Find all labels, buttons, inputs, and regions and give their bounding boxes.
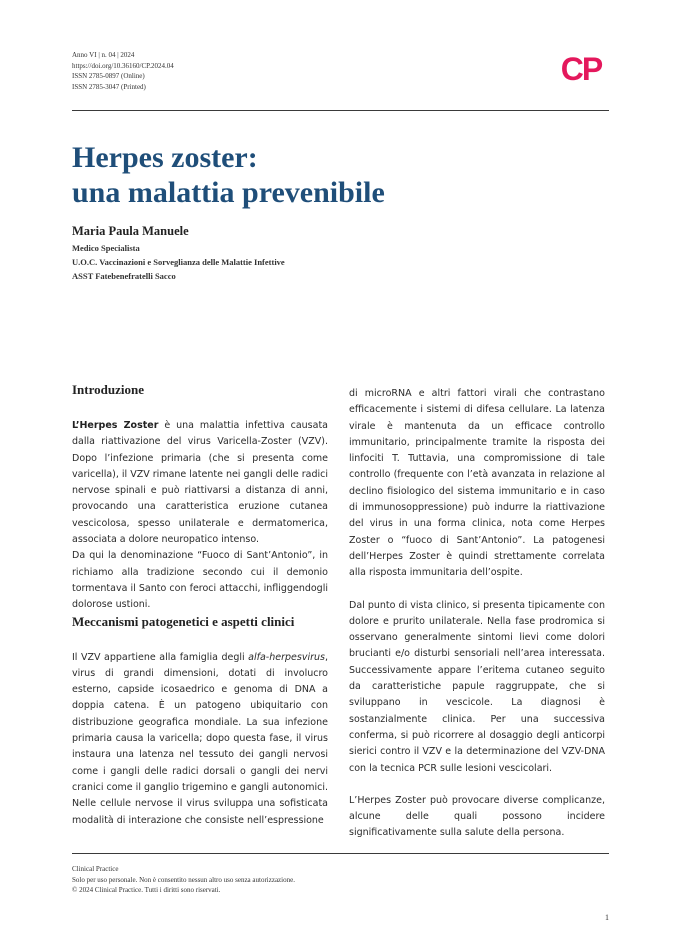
mechanisms-paragraph — [72, 650, 328, 829]
mech-text-b: , virus di grandi dimensioni, dotati di involucro esterno, capside icosaedrico e genoma di DNA a doppia catena. È un patogeno ubiquitario con distribuzione geografica mondiale. La sua infezione primaria causa la varicella; dopo questa fase, il virus instaura una latenza nel tessuto dei gangli nervosi come i gangli delle radici dorsali o gangli dei nervi cranici come il ganglio trigemino e gangli autonomici. Nelle cellule nervose il virus sviluppa una sofisticata modalità di interazione che consiste nell’espressione — [72, 651, 328, 826]
intro-lead: L’Herpes Zoster — [72, 420, 159, 431]
author-affiliation — [72, 241, 285, 283]
section-heading-mechanisms: Meccanismi patogenetici e aspetti clinici — [72, 613, 295, 629]
complications-paragraph: L’Herpes Zoster può provocare diverse complicanze, alcune delle quali possono incidere significativamente sulla salute della persona. — [349, 794, 605, 839]
section-heading-intro: Introduzione — [72, 382, 144, 397]
affiliation-role: Medico Specialista — [72, 243, 140, 253]
clinical-paragraph: Dal punto di vista clinico, si presenta tipicamente con dolore e prurito unilaterale. Nella fase prodromica si osservano generalmente sintomi lievi come dolori brucianti e/o disturbi sensoriali nell’area interessata. Successivamente appare l’eritema cutaneo seguito da caratteristiche papule raggruppate, che si sviluppano in vescicole. La diagnosi è sostanzialmente clinica. Per una successiva conferma, si può ricorrere al dosaggio degli anticorpi sierici contro il VZV e la determinazione del VZV-DNA con la tecnica PCR sulle lesioni vescicolari. — [349, 599, 605, 774]
footer-notice: Solo per uso personale. Non è consentito nessun altro uso senza autorizzazione. — [72, 875, 295, 884]
footer-journal: Clinical Practice — [72, 865, 119, 873]
footer-copyright: © 2024 Clinical Practice. Tutti i diritti sono riservati. — [72, 886, 221, 894]
header-divider — [72, 110, 609, 111]
title-line-1: Herpes zoster: — [72, 141, 258, 174]
mech-text-italic: alfa-herpesvirus — [248, 651, 325, 663]
journal-logo — [553, 50, 609, 86]
title-line-2: una malattia prevenibile — [72, 176, 385, 209]
issue-info: Anno VI | n. 04 | 2024 — [72, 51, 135, 59]
affiliation-unit: U.O.C. Vaccinazioni e Sorveglianza delle Malattie Infettive — [72, 257, 285, 267]
footer-divider — [72, 853, 609, 854]
page-number: 1 — [605, 913, 609, 922]
intro-paragraph-2: Da qui la denominazione “Fuoco di Sant’Antonio”, in richiamo alla tradizione secondo cui il demonio tormentava il Santo con feroci attacchi, infliggendogli dolorose ustioni. — [72, 550, 328, 611]
issn-print: ISSN 2785-3047 (Printed) — [72, 82, 146, 91]
issn-online: ISSN 2785-0897 (Online) — [72, 72, 145, 80]
logo-text: CP — [560, 51, 602, 86]
intro-text-1: è una malattia infettiva causata dalla riattivazione del virus Varicella-Zoster (VZV). Dopo l’infezione primaria (che si presenta come varicella), il VZV rimane latente nei gangli delle radici nervose spinali e può riattivarsi a distanza di anni, provocando una caratteristica eruzione cutanea vescicolosa, spesso unilaterale e dermatomerica, associata a dolore neuropatico intenso. — [72, 420, 328, 546]
left-column — [72, 382, 328, 829]
mech-text-a: Il VZV appartiene alla famiglia degli — [72, 651, 249, 663]
doi-link[interactable]: https://doi.org/10.36160/CP.2024.04 — [72, 61, 174, 70]
mechanisms-continued — [349, 386, 605, 582]
mech-text-continued: di microRNA e altri fattori virali che contrastano efficacemente i sistemi di difesa cellulare. La latenza virale è mantenuta da un efficace controllo immunitario, principalmente tramite la risposta dei linfociti T. Tuttavia, una compromissione di tale controllo (frequente con l’età avanzata in relazione al declino fisiologico del sistema immunitario e in caso di immunosoppressione) può indurre la riattivazione del virus in una forma clinica, nota come Herpes Zoster o “fuoco di Sant’Antonio”. La patogenesi dell’Herpes Zoster è quindi strettamente correlata alla risposta immunitaria dell’ospite. — [349, 388, 605, 579]
article-title — [72, 140, 385, 210]
intro-paragraph-1 — [72, 418, 328, 548]
journal-meta — [72, 50, 174, 92]
page-footer — [72, 864, 295, 896]
affiliation-hospital: ASST Fatebenefratelli Sacco — [72, 271, 176, 281]
right-column — [349, 386, 605, 842]
author-name: Maria Paula Manuele — [72, 224, 189, 238]
